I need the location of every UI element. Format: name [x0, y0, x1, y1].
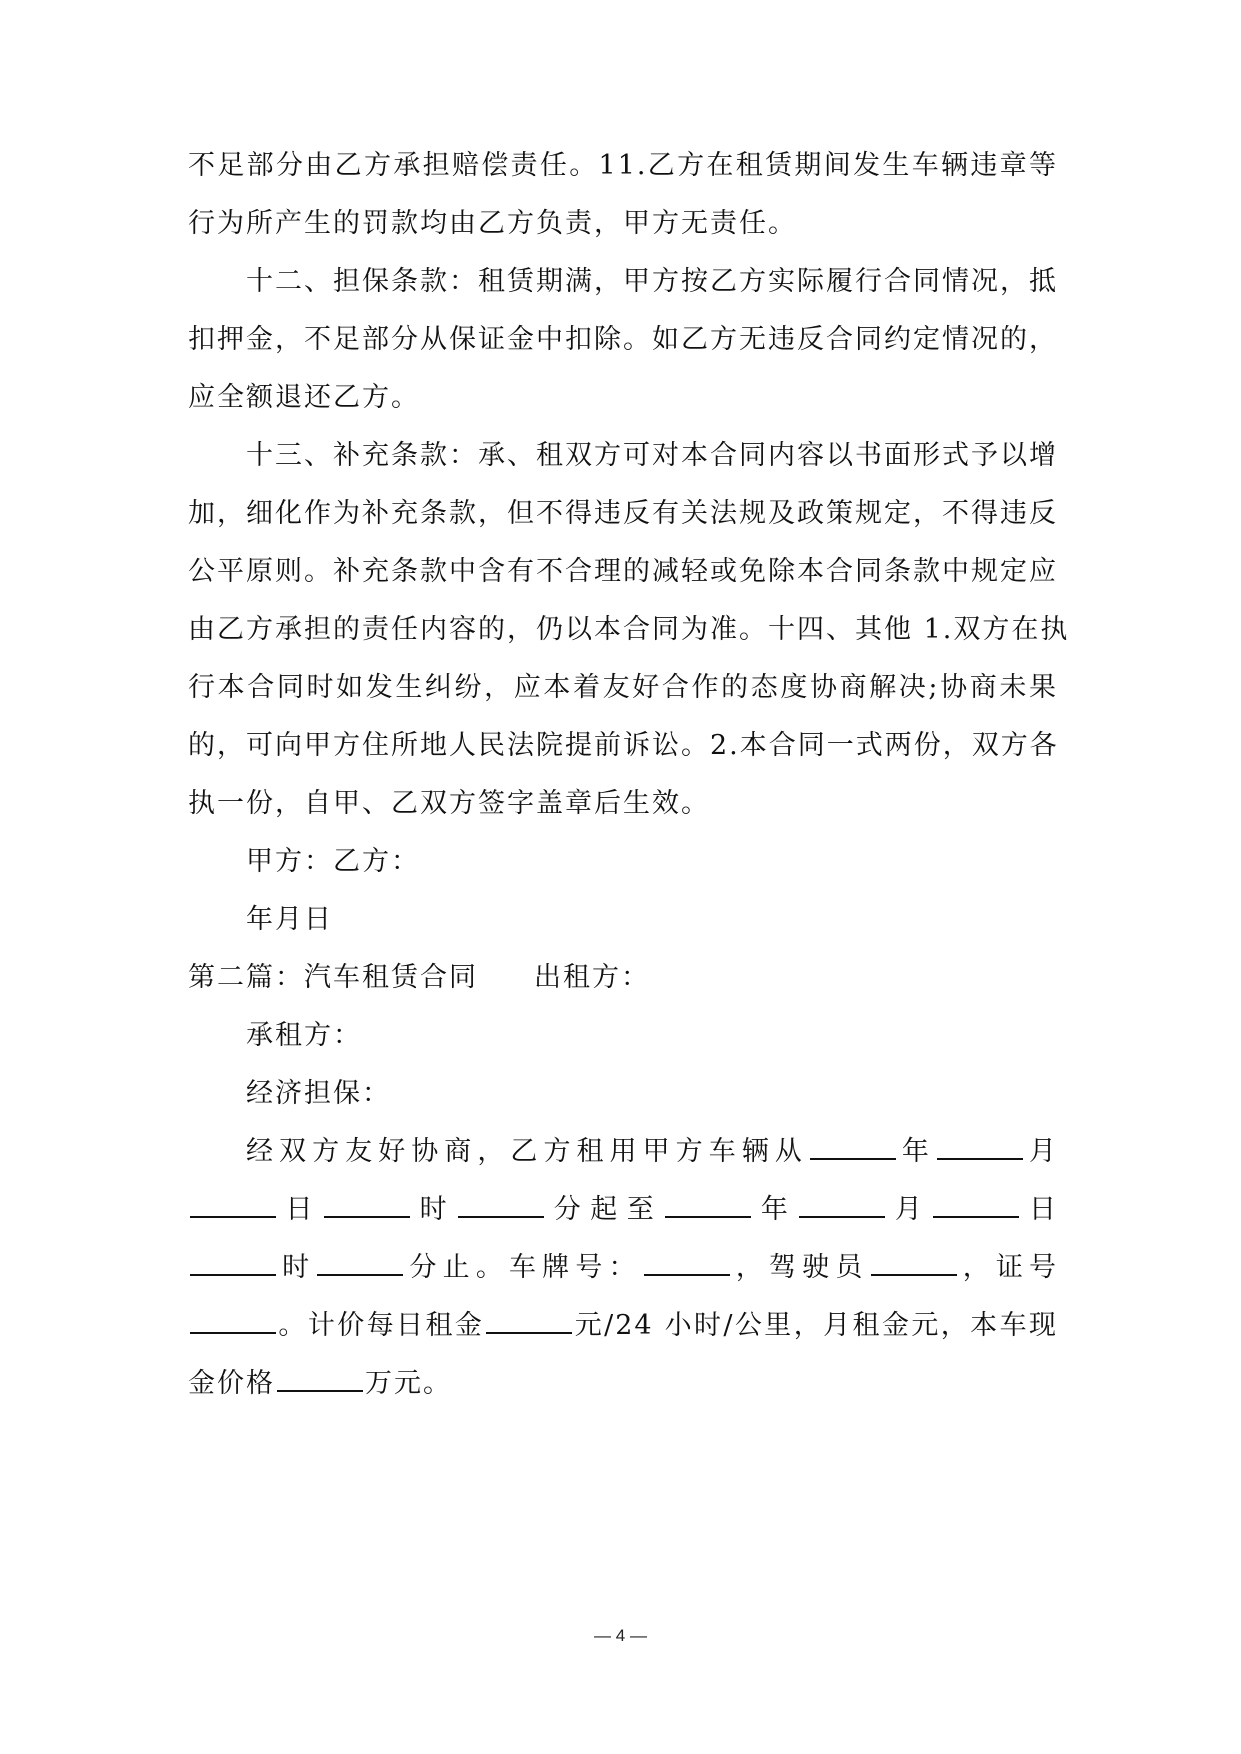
form-text: 年 — [753, 1194, 798, 1225]
lessee-label: 承租方： — [246, 1020, 362, 1051]
blank-field[interactable] — [277, 1366, 363, 1392]
blank-field[interactable] — [190, 1192, 276, 1218]
form-text: 时 — [278, 1252, 316, 1283]
form-text: 分起至 — [546, 1194, 664, 1225]
page-number: — 4 — — [594, 1626, 647, 1645]
blank-field[interactable] — [665, 1192, 751, 1218]
blank-field[interactable] — [933, 1192, 1019, 1218]
text-line: 执一份，自甲、乙双方签字盖章后生效。 — [188, 788, 710, 819]
text-line: 不足部分由乙方承担赔偿责任。11.乙方在租赁期间发生车辆违章等 — [188, 150, 1058, 181]
text-line: 加，细化作为补充条款，但不得违反有关法规及政策规定，不得违反 — [188, 498, 1058, 529]
section-title: 第二篇：汽车租赁合同 — [188, 962, 478, 993]
signature-parties: 甲方：乙方： — [246, 846, 420, 877]
form-line-3 — [188, 1248, 1058, 1288]
text-line: 公平原则。补充条款中含有不合理的减轻或免除本合同条款中规定应 — [188, 556, 1058, 587]
form-text: 元/24 小时/公里，月租金元，本车现 — [574, 1310, 1059, 1341]
signature-date: 年月日 — [246, 904, 333, 935]
blank-field[interactable] — [486, 1308, 572, 1334]
blank-field[interactable] — [190, 1308, 276, 1334]
blank-field[interactable] — [799, 1192, 885, 1218]
guarantee-label: 经济担保： — [246, 1078, 391, 1109]
form-text: 金价格 — [188, 1368, 275, 1399]
section-title-line — [188, 958, 650, 998]
form-text: 分止。车牌号： — [405, 1252, 642, 1283]
blank-field[interactable] — [810, 1134, 896, 1160]
text-line: 应全额退还乙方。 — [188, 382, 420, 413]
blank-field[interactable] — [871, 1250, 957, 1276]
form-text: 日 — [1021, 1194, 1059, 1225]
clause-12-heading-line: 十二、担保条款：租赁期满，甲方按乙方实际履行合同情况，抵 — [246, 266, 1058, 297]
blank-field[interactable] — [458, 1192, 544, 1218]
form-text: 经双方友好协商，乙方租用甲方车辆从 — [246, 1136, 808, 1167]
text-line: 由乙方承担的责任内容的，仍以本合同为准。十四、其他 1.双方在执 — [188, 614, 1070, 645]
blank-field[interactable] — [937, 1134, 1023, 1160]
form-text: ，证号 — [958, 1252, 1059, 1283]
form-line-2 — [188, 1190, 1058, 1230]
form-line-1 — [246, 1132, 1058, 1172]
text-line: 的，可向甲方住所地人民法院提前诉讼。2.本合同一式两份，双方各 — [188, 730, 1059, 761]
form-text: 年 — [897, 1136, 935, 1167]
blank-field[interactable] — [317, 1250, 403, 1276]
form-text: ，驾驶员 — [731, 1252, 869, 1283]
text-line: 扣押金，不足部分从保证金中扣除。如乙方无违反合同约定情况的， — [188, 324, 1058, 355]
text-line: 行本合同时如发生纠纷，应本着友好合作的态度协商解决;协商未果 — [188, 672, 1058, 703]
form-line-4 — [188, 1306, 1058, 1346]
lessor-label: 出租方： — [534, 962, 650, 993]
form-text: 日 — [278, 1194, 323, 1225]
text-line: 行为所产生的罚款均由乙方负责，甲方无责任。 — [188, 208, 797, 239]
blank-field[interactable] — [644, 1250, 730, 1276]
form-line-5 — [188, 1364, 452, 1404]
form-text: 时 — [412, 1194, 457, 1225]
form-text: 月 — [1024, 1136, 1059, 1167]
blank-field[interactable] — [190, 1250, 276, 1276]
form-text: 。计价每日租金 — [278, 1310, 485, 1341]
blank-field[interactable] — [324, 1192, 410, 1218]
clause-13-heading-line: 十三、补充条款：承、租双方可对本合同内容以书面形式予以增 — [246, 440, 1058, 471]
form-text: 万元。 — [365, 1368, 452, 1399]
form-text: 月 — [887, 1194, 932, 1225]
